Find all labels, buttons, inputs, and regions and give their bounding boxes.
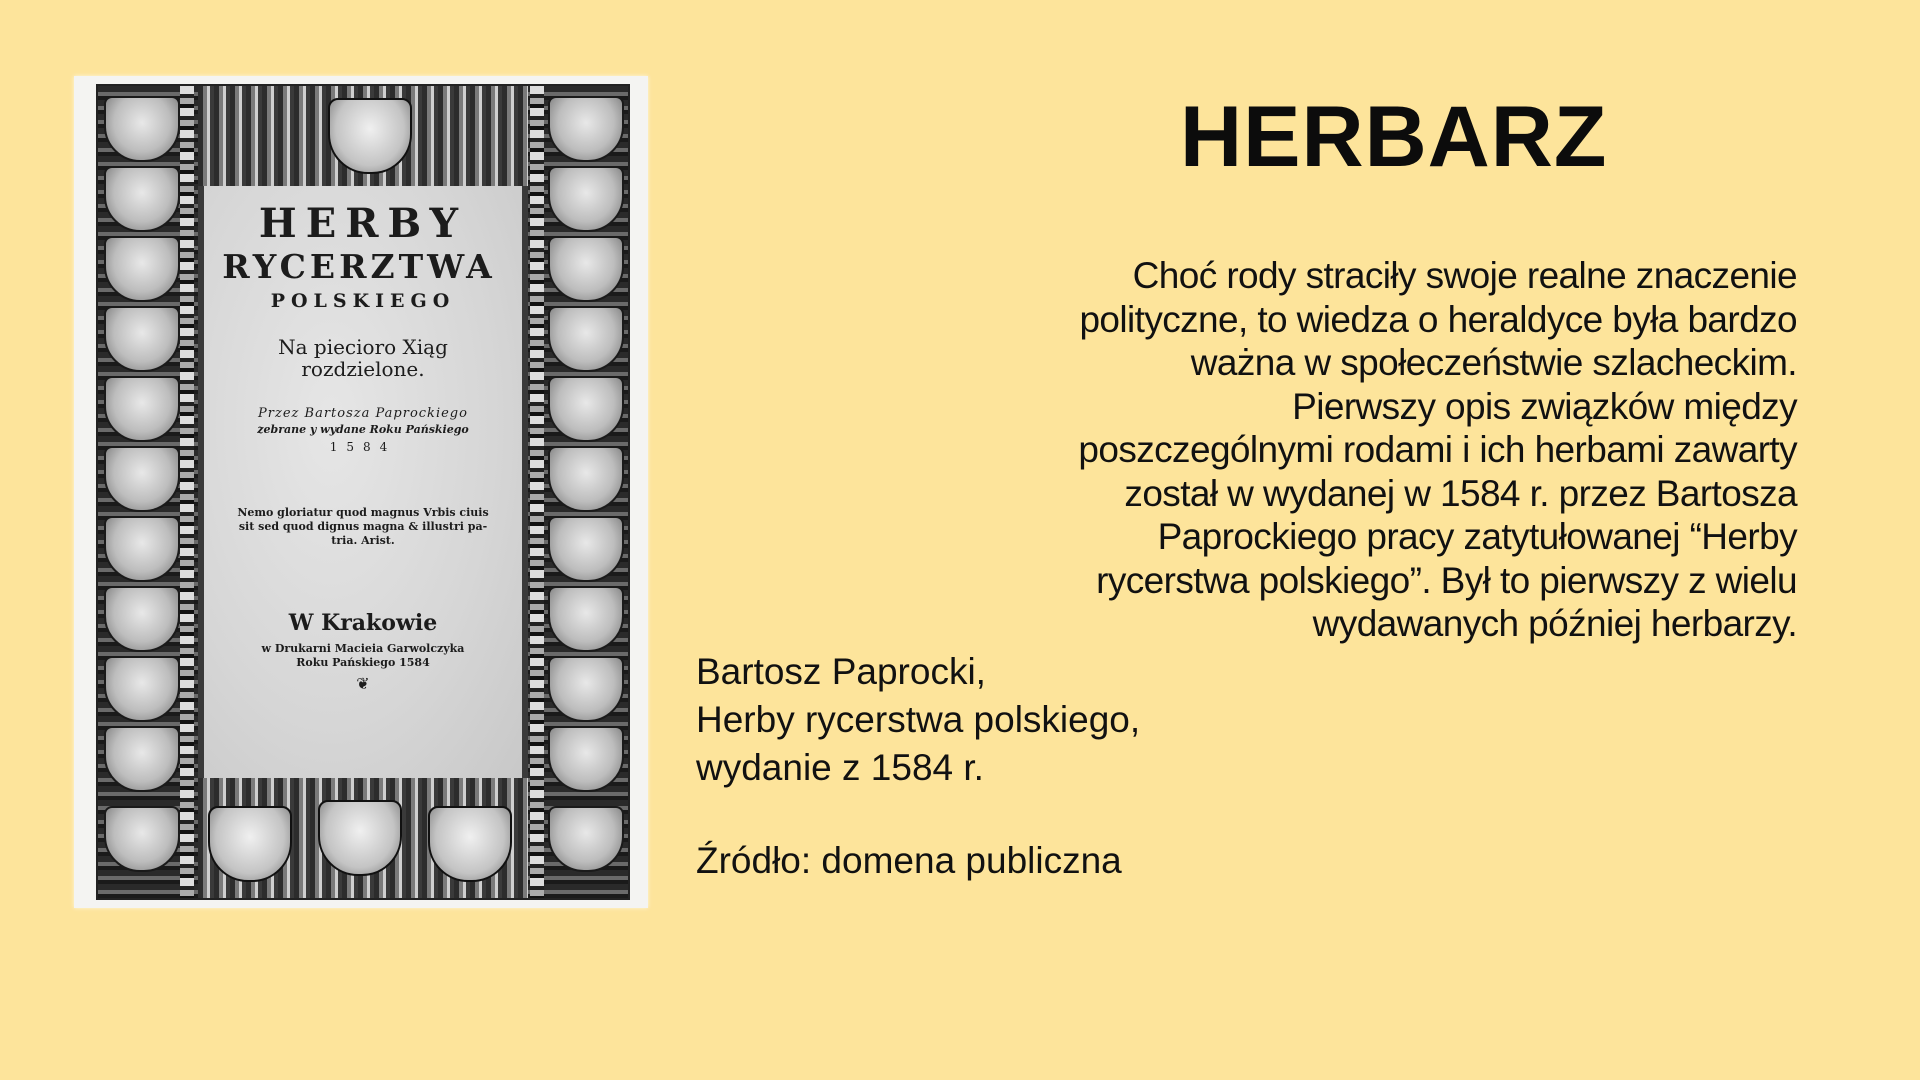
coat-of-arms-icon: [104, 166, 180, 232]
coat-of-arms-castle-icon: [548, 166, 624, 232]
caption-line: Bartosz Paprocki,: [696, 651, 986, 692]
left-heraldic-border: [98, 86, 198, 898]
coat-of-arms-eagle-icon: [104, 806, 180, 872]
coat-of-arms-icon: [104, 96, 180, 162]
coat-of-arms-icon: [548, 586, 624, 652]
title-panel: [204, 186, 522, 778]
caption-line: wydanie z 1584 r.: [696, 747, 984, 788]
paragraph-line: został w wydanej w 1584 r. przez Bartosza: [1124, 472, 1797, 514]
paragraph-line: Pierwszy opis związków między: [1292, 385, 1797, 427]
caption-line: Herby rycerstwa polskiego,: [696, 699, 1141, 740]
book-place: W Krakowie: [288, 610, 438, 636]
printer-line: w Drukarni Macieia Garwolczyka: [261, 642, 465, 655]
coat-of-arms-icon: [328, 98, 412, 174]
book-title-herby: HERBY: [258, 200, 468, 247]
coat-of-arms-icon: [548, 96, 624, 162]
coat-of-arms-icon: [548, 516, 624, 582]
book-subtitle-2: rozdzielone.: [301, 357, 425, 381]
book-year: 1584: [329, 440, 397, 454]
coat-of-arms-icon: [548, 656, 624, 722]
chain-ornament: [530, 86, 544, 898]
paragraph-line: Paprockiego pracy zatytułowanej “Herby: [1157, 516, 1797, 557]
coat-of-arms-icon: [104, 306, 180, 372]
paragraph-line: poszczególnymi rodami i ich herbami zawarty: [1078, 429, 1797, 470]
fleuron-icon: ❦: [356, 674, 370, 693]
coat-of-arms-icon: [548, 236, 624, 302]
title-page-image: [74, 76, 648, 908]
coat-of-arms-icon: [548, 806, 624, 872]
top-ornamental-band: [198, 86, 528, 186]
book-printer: [204, 642, 522, 670]
coat-of-arms-icon: [104, 656, 180, 722]
motto-line: Nemo gloriatur quod magnus Vrbis ciuis: [237, 506, 489, 519]
motto-line: sit sed quod dignus magna & illustri pa-: [238, 520, 488, 533]
book-title-rycerztwa: RYCERZTWA: [222, 247, 496, 286]
coat-of-arms-eagle-icon: [104, 446, 180, 512]
paragraph-line: polityczne, to wiedza o heraldyce była bardzo: [1079, 298, 1797, 340]
coat-of-arms-icon: [208, 806, 292, 882]
coat-of-arms-stripes-icon: [548, 446, 624, 512]
book-edition-line: zebrane y wydane Roku Pańskiego: [257, 423, 469, 436]
coat-of-arms-icon: [104, 586, 180, 652]
chain-ornament: [180, 86, 194, 898]
coat-of-arms-icon: [548, 726, 624, 792]
coat-of-arms-icon: [104, 516, 180, 582]
book-author-line: Przez Bartosza Paprockiego: [258, 406, 468, 421]
bottom-ornamental-band: [198, 778, 528, 898]
book-title-page: [96, 84, 630, 900]
book-title-polskiego: POLSKIEGO: [270, 290, 456, 312]
book-motto: [204, 506, 522, 548]
right-heraldic-border: [528, 86, 628, 898]
image-caption: [696, 648, 1140, 792]
printer-line: Roku Pańskiego 1584: [296, 656, 430, 669]
image-source: Źródło: domena publiczna: [696, 840, 1122, 881]
paragraph-line: wydawanych później herbarzy.: [1312, 603, 1797, 644]
coat-of-arms-icon: [318, 800, 402, 876]
coat-of-arms-icon: [428, 806, 512, 882]
motto-line: tria. Arist.: [331, 534, 395, 547]
description-paragraph: [977, 254, 1797, 646]
paragraph-line: ważna w społeczeństwie szlacheckim.: [1190, 342, 1797, 383]
paragraph-line: rycerstwa polskiego”. Był to pierwszy z wielu: [1096, 559, 1797, 601]
paragraph-line: Choć rody straciły swoje realne znaczenie: [1132, 255, 1797, 296]
coat-of-arms-icon: [104, 726, 180, 792]
coat-of-arms-icon: [548, 376, 624, 442]
coat-of-arms-double-cross-icon: [104, 236, 180, 302]
coat-of-arms-icon: [548, 306, 624, 372]
book-subtitle-1: Na pieciorо Xiąg: [278, 335, 448, 359]
coat-of-arms-icon: [104, 376, 180, 442]
slide-heading: HERBARZ: [1180, 89, 1608, 185]
